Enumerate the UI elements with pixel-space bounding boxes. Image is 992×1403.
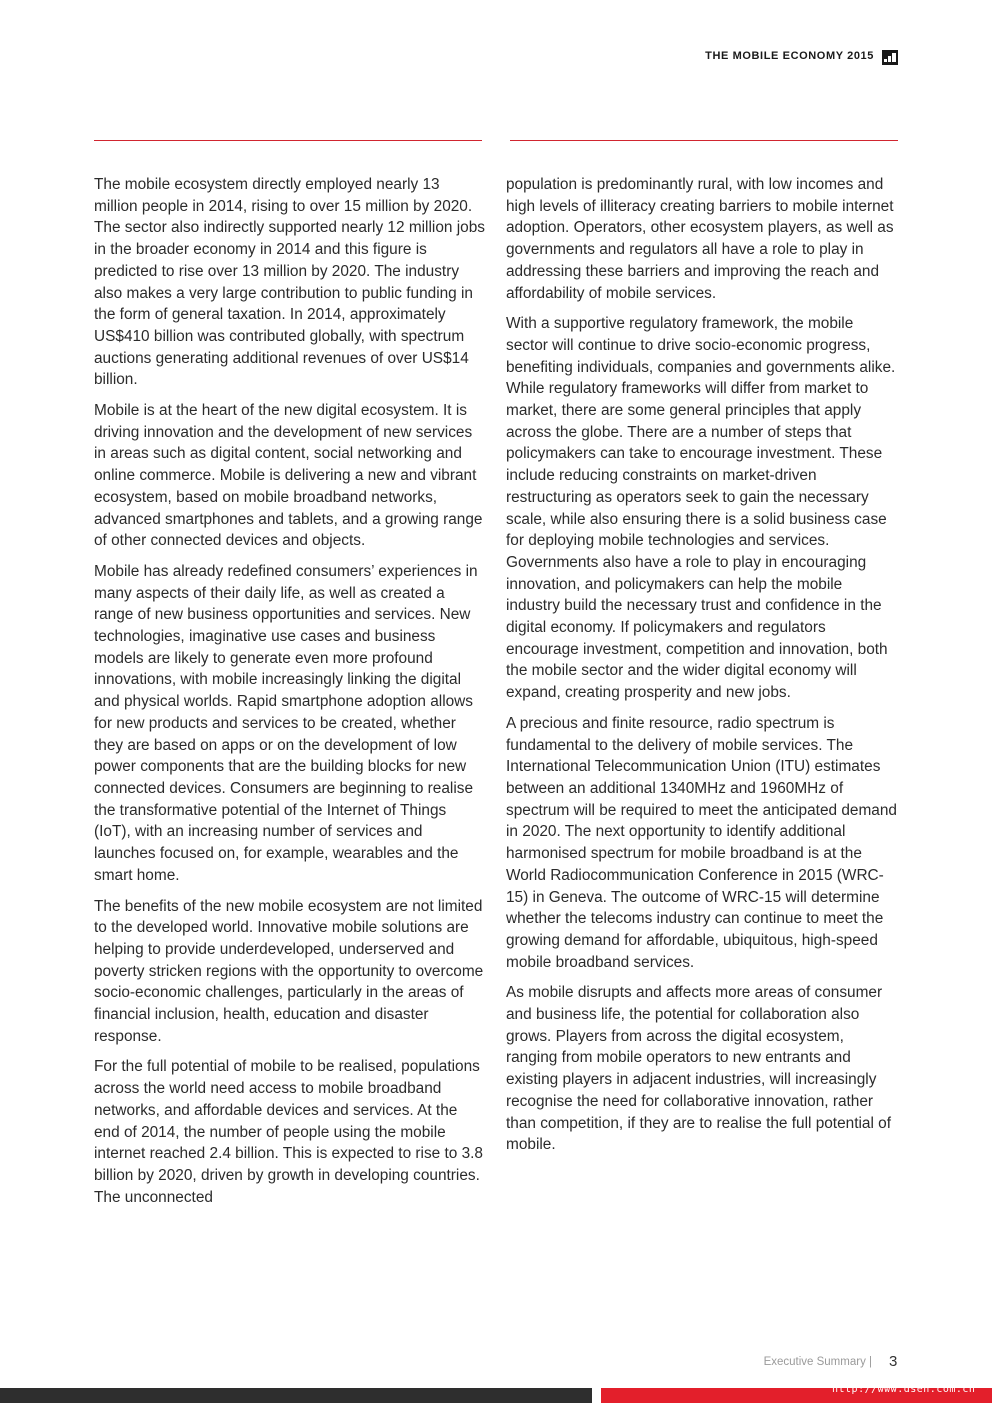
paragraph: The mobile ecosystem directly employed nearly 13 million people in 2014, rising to over 15 million by 2020. The sector also indirectly supported nearly 12 million jobs in the broader economy in 2014 and this figure is predicted to rise over 13 million by 2020. The industry also makes a very large contribution to public funding in the form of general taxation. In 2014, approximately US$410 billion was contributed globally, with spectrum auctions generating additional revenues of over US$14 billion. — [94, 176, 485, 389]
footer-section-label: Executive Summary | — [763, 1356, 872, 1368]
right-column — [506, 174, 898, 1165]
paragraph: Mobile is at the heart of the new digital ecosystem. It is driving innovation and the development of new services in areas such as digital content, social networking and online commerce. Mobile is delivering a new and vibrant ecosystem, based on mobile broadband networks, advanced smartphones and tablets, and a growing range of other connected devices and objects. — [94, 402, 483, 550]
gsma-logo-icon — [882, 50, 898, 65]
paragraph: The benefits of the new mobile ecosystem are not limited to the developed world. Innovative mobile solutions are helping to provide underdeveloped, underserved and poverty stricken regions with the opportunity to overcome socio-economic challenges, particularly in the areas of financial inclusion, health, education and disaster response. — [94, 897, 484, 1045]
paragraph: For the full potential of mobile to be realised, populations across the world need access to mobile broadband networks, and affordable devices and services. At the end of 2014, the number of people using the mobile internet reached 2.4 billion. This is expected to rise to 3.8 billion by 2020, driven by growth in developing countries. The unconnected — [94, 1058, 483, 1206]
paragraph: population is predominantly rural, with low incomes and high levels of illiteracy creating barriers to mobile internet adoption. Operators, other ecosystem players, as well as governments and regulators all have a role to play in addressing these barriers and improving the reach and affordability of mobile services. — [506, 176, 894, 302]
left-column-rule — [94, 140, 482, 141]
paragraph: With a supportive regulatory framework, the mobile sector will continue to drive socio-economic progress, benefiting individuals, companies and governments alike. While regulatory frameworks will differ from market to market, there are some general principles that apply across the globe. There are a number of steps that policymakers can take to encourage investment. These include reducing constraints on market-driven restructuring as operators seek to gain the necessary scale, while also ensuring there is a solid business case for deploying mobile technologies and services. Governments also have a role to play in encouraging innovation, and policymakers can help the mobile industry build the necessary trust and confidence in the digital economy. If policymakers and regulators encourage investment, competition and innovation, both the mobile sector and the wider digital economy will expand, creating prosperity and new jobs. — [506, 315, 896, 702]
left-column — [94, 174, 486, 1217]
paragraph: As mobile disrupts and affects more areas of consumer and business life, the potential for collaboration also grows. Players from across the digital ecosystem, ranging from mobile operators to new entrants and existing players in adjacent industries, will increasingly recognise the need for collaborative innovation, rather than competition, if they are to realise the full potential of mobile. — [506, 984, 891, 1154]
header-title: THE MOBILE ECONOMY 2015 — [705, 50, 874, 62]
paragraph: A precious and finite resource, radio spectrum is fundamental to the delivery of mobile services. The International Telecommunication Union (ITU) estimates between an additional 1340MHz and 1960MHz of spectrum will be required to meet the anticipated demand in 2020. The next opportunity to identify additional harmonised spectrum for mobile broadband is at the World Radiocommunication Conference in 2015 (WRC-15) in Geneva. The outcome of WRC-15 will determine whether the telecoms industry can continue to meet the growing demand for affordable, ubiquitous, high-speed mobile broadband services. — [506, 714, 897, 971]
watermark-text: http://www.dsen.com.cn — [832, 1384, 976, 1395]
right-column-rule — [510, 140, 898, 141]
page-number: 3 — [889, 1353, 898, 1370]
footer-dark-bar — [0, 1388, 592, 1403]
paragraph: Mobile has already redefined consumers’ experiences in many aspects of their daily life, as well as created a range of new business opportunities and services. New technologies, imaginative use cases and business models are likely to generate even more profound innovations, with mobile increasingly linking the digital and physical worlds. Rapid smartphone adoption allows for new products and services to be created, whether they are based on apps or on the development of low power components that are the building blocks for new connected devices. Consumers are beginning to realise the transformative potential of the Internet of Things (IoT), with an increasing number of services and launches focused on, for example, wearables and the smart home. — [94, 562, 478, 884]
